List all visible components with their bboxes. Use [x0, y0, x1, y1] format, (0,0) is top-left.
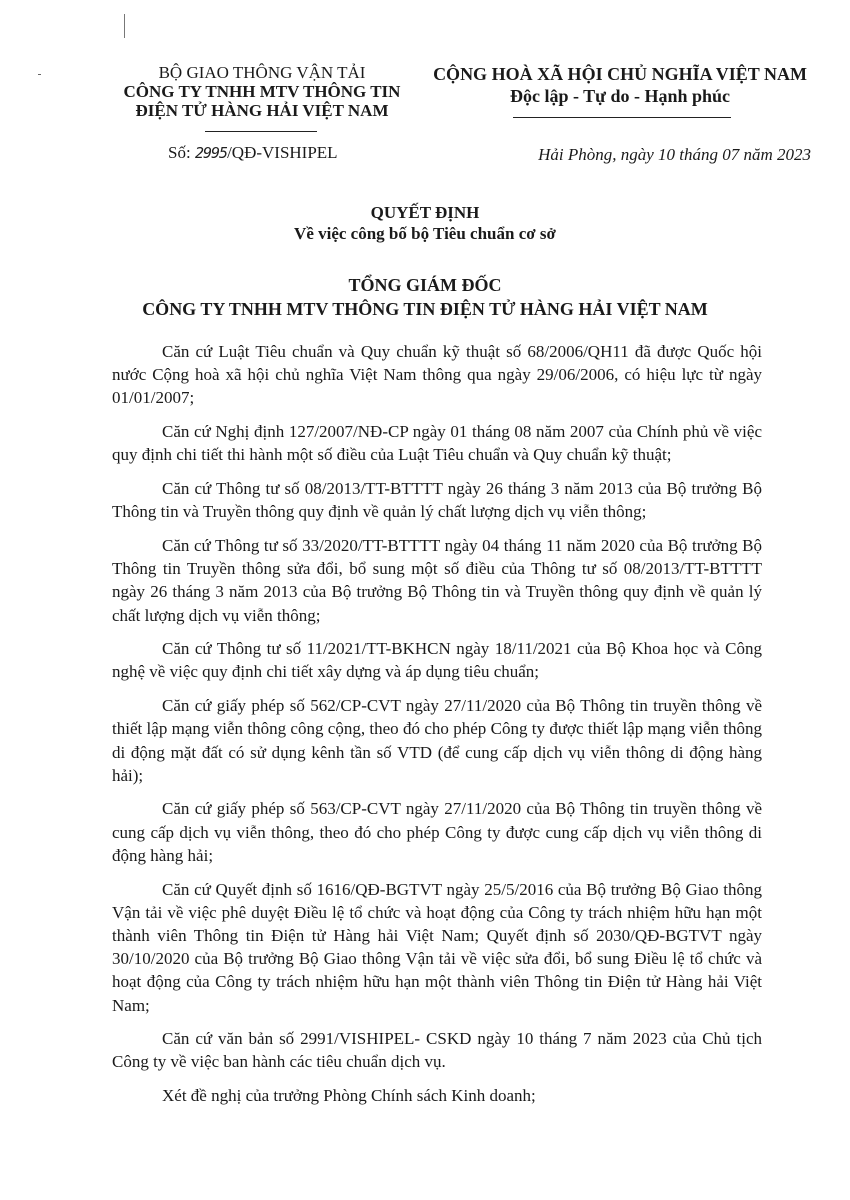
legal-basis-paragraph: Căn cứ Luật Tiêu chuẩn và Quy chuẩn kỹ thuật số 68/2006/QH11 đã được Quốc hội nước Cộng hoà xã hội chủ nghĩa Việt Nam thông qua ngày 29/06/2006, có hiệu lực từ ngày 01/01/2007; [112, 342, 762, 408]
header-left-divider [205, 131, 317, 132]
document-number [168, 143, 338, 163]
authority-block [0, 273, 850, 321]
legal-basis-paragraph: Căn cứ Nghị định 127/2007/NĐ-CP ngày 01 tháng 08 năm 2007 của Chính phủ về việc quy định chi tiết thi hành một số điều của Luật Tiêu chuẩn và Quy chuẩn kỹ thuật; [112, 422, 762, 465]
document-number-prefix: Số: [168, 143, 195, 162]
ministry-name: BỘ GIAO THÔNG VẬN TẢI [158, 63, 366, 82]
scan-artifact-mark [124, 14, 125, 38]
issuing-authority-header [112, 63, 412, 120]
nation-name: CỘNG HOÀ XÃ HỘI CHỦ NGHĨA VIỆT NAM [433, 64, 807, 84]
date-place: Hải Phòng, ngày 10 tháng 07 năm 2023 [538, 145, 811, 164]
decision-title: QUYẾT ĐỊNH [370, 203, 480, 222]
legal-basis-paragraph: Căn cứ Thông tư số 33/2020/TT-BTTTT ngày 04 tháng 11 năm 2020 của Bộ trưởng Bộ Thông tin Truyền thông sửa đổi, bổ sung một số điều của Thông tư số 08/2013/TT-BTTTT ngày 26 tháng 3 năm 2013 của Bộ trưởng Bộ Thông tin và Truyền thông quy định về quản lý chất lượng dịch vụ viễn thông; [112, 535, 762, 625]
authority-organization: CÔNG TY TNHH MTV THÔNG TIN ĐIỆN TỬ HÀNG HẢI VIỆT NAM [142, 299, 708, 319]
handwritten-number: 2995 [194, 144, 228, 162]
company-name-line2: ĐIỆN TỬ HÀNG HẢI VIỆT NAM [135, 101, 389, 120]
legal-basis-body [112, 340, 762, 1118]
legal-basis-paragraph: Căn cứ Quyết định số 1616/QĐ-BGTVT ngày 25/5/2016 của Bộ trưởng Bộ Giao thông Vận tải về việc phê duyệt Điều lệ tổ chức và hoạt động của Công ty trách nhiệm hữu hạn một thành viên Thông tin Điện tử Hàng hải Việt Nam; Quyết định số 2030/QĐ-BGTVT ngày 30/10/2020 của Bộ trưởng Bộ Giao thông Vận tải về việc sửa đổi, bổ sung Điều lệ tổ chức và hoạt động của Công ty trách nhiệm hữu hạn một thành viên Thông tin Điện tử Hàng hải Việt Nam; [112, 879, 762, 1015]
company-name-line1: CÔNG TY TNHH MTV THÔNG TIN [123, 82, 401, 101]
legal-basis-paragraph: Căn cứ giấy phép số 563/CP-CVT ngày 27/11/2020 của Bộ Thông tin truyền thông về cung cấp dịch vụ viễn thông, theo đó cho phép Công ty được cung cấp dịch vụ viễn thông di động hàng hải; [112, 799, 762, 865]
legal-basis-paragraph: Căn cứ Thông tư số 08/2013/TT-BTTTT ngày 26 tháng 3 năm 2013 của Bộ trưởng Bộ Thông tin và Truyền thông quy định về quản lý chất lượng dịch vụ viễn thông; [112, 479, 762, 522]
legal-basis-paragraph: Xét đề nghị của trưởng Phòng Chính sách Kinh doanh; [162, 1086, 536, 1106]
decision-title-block [0, 202, 850, 244]
header-right-divider [513, 117, 731, 118]
national-motto: Độc lập - Tự do - Hạnh phúc [509, 86, 731, 106]
scan-artifact-dot [38, 74, 41, 75]
decision-subject: Về việc công bố bộ Tiêu chuẩn cơ sở [294, 224, 556, 243]
legal-basis-paragraph: Căn cứ giấy phép số 562/CP-CVT ngày 27/11/2020 của Bộ Thông tin truyền thông về thiết lập mạng viễn thông công cộng, theo đó cho phép Công ty được thiết lập mạng viễn thông di động mặt đất có sử dụng kênh tần số VTD (để cung cấp dịch vụ viễn thông di động hàng hải); [112, 696, 762, 785]
authority-position: TỔNG GIÁM ĐỐC [348, 275, 502, 295]
legal-basis-paragraph: Căn cứ văn bản số 2991/VISHIPEL- CSKD ngày 10 tháng 7 năm 2023 của Chủ tịch Công ty về việc ban hành các tiêu chuẩn dịch vụ. [112, 1029, 762, 1072]
national-header [415, 63, 825, 107]
document-number-suffix: /QĐ-VISHIPEL [227, 143, 338, 162]
legal-basis-paragraph: Căn cứ Thông tư số 11/2021/TT-BKHCN ngày 18/11/2021 của Bộ Khoa học và Công nghệ về việc quy định chi tiết xây dựng và áp dụng tiêu chuẩn; [112, 639, 762, 682]
